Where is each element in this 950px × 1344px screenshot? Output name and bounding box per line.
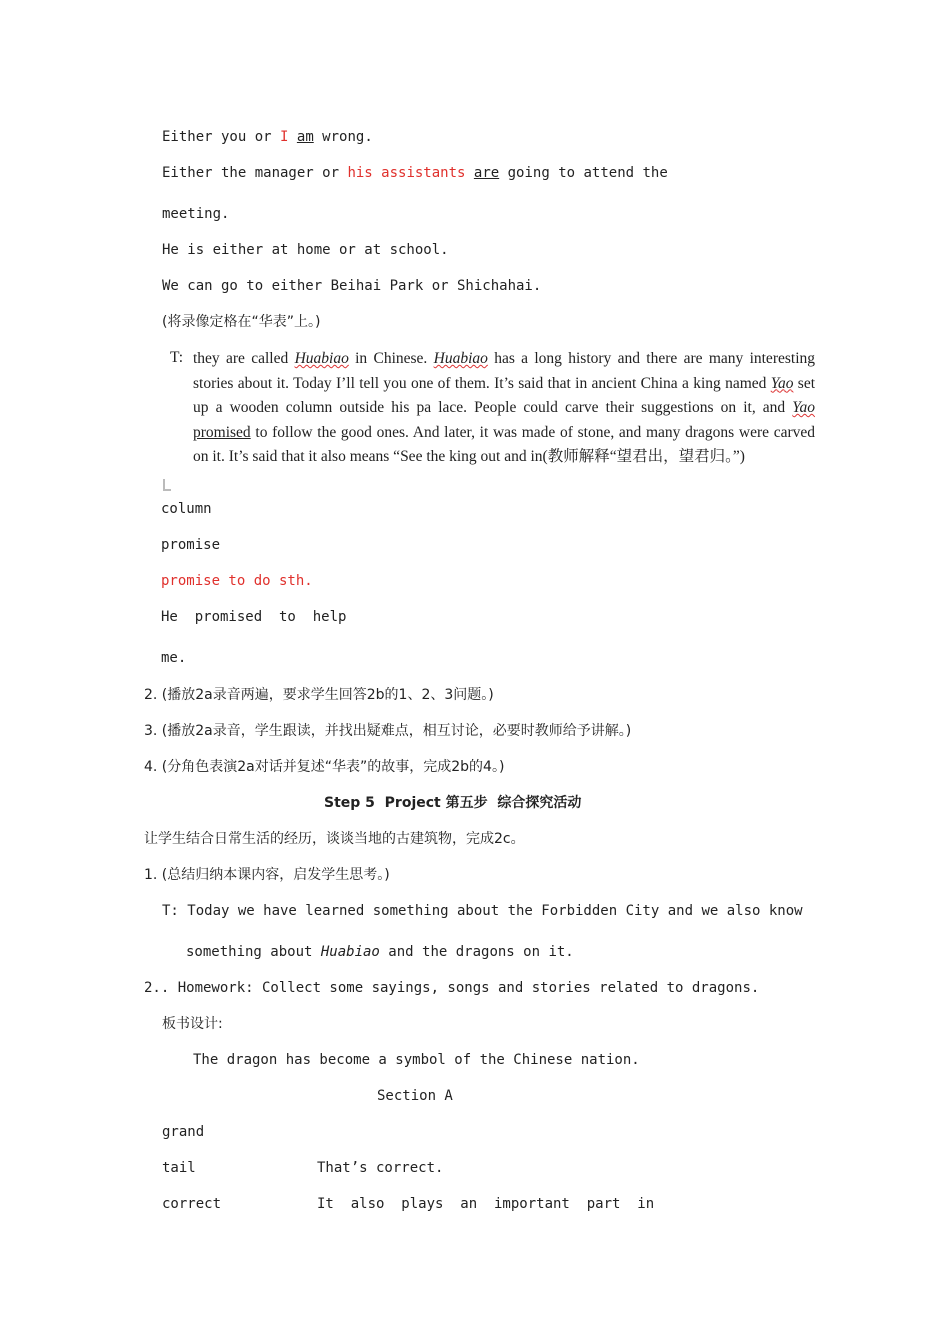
story-text: in Chinese. (348, 350, 434, 367)
homework-line: 2.. Homework: Collect some sayings, songs and stories related to dragons. (144, 980, 760, 996)
board-right-important: It also plays an important part in (317, 1196, 655, 1212)
vocab-column: column (161, 501, 212, 517)
underline-are: are (473, 165, 500, 181)
word-yao: Yao (770, 374, 794, 392)
step5-heading: Step 5 Project 第五步 综合探究活动 (324, 795, 582, 811)
step5-intro: 让学生结合日常生活的经历，谈谈当地的古建筑物，完成2c。 (144, 831, 525, 847)
board-left-grand: grand (162, 1124, 205, 1140)
story-text: they are called (193, 350, 295, 367)
word-huabiao: Huabiao (433, 350, 488, 367)
word-huabiao: Huabiao (294, 350, 349, 367)
story-text: set up a wooden column outside his pa lace. People could carve their suggestions on it, and (193, 374, 816, 417)
text-segment: Either you or (162, 129, 281, 145)
story-text: to follow the good ones. And later, it was made of stone, and many dragons were carved on it. It’s said that it also means “See the king out and in(教师解释“望君出，望君归。”) (193, 423, 815, 466)
text-segment: wrong. (313, 129, 373, 145)
board-left-tail: tail (162, 1160, 196, 1176)
note-freeze-frame: (将录像定格在“华表”上。) (162, 314, 321, 330)
story-text: has a long history and there are many interesting stories about it. Today I’ll tell you one of them. It’s said that in ancient China a king named (193, 350, 816, 392)
text-segment (288, 129, 296, 145)
vocab-example-end: me. (161, 650, 187, 666)
board-left-correct: correct (162, 1196, 222, 1212)
vocab-promise-phrase: promise to do sth. (161, 573, 313, 589)
vocab-promise: promise (161, 537, 221, 553)
example-line-3: meeting. (162, 206, 230, 222)
teacher-label: T: (170, 349, 184, 366)
word-promised: promised (193, 423, 251, 441)
board-line-1: The dragon has become a symbol of the Chinese nation. (193, 1052, 640, 1068)
highlight-i: I (280, 129, 289, 145)
example-line-2 (162, 164, 668, 182)
step-item-3: 3. (播放2a录音，学生跟读，并找出疑难点，相互讨论，必要时教师给予讲解。) (144, 723, 632, 739)
board-section: Section A (377, 1088, 453, 1104)
board-right-correct: That’s correct. (317, 1160, 444, 1176)
underline-am: am (296, 129, 314, 145)
text-segment: Either the manager or (162, 165, 348, 181)
step5-item-1: 1. (总结归纳本课内容，启发学生思考。) (144, 867, 390, 883)
highlight-his-assistants: his assistants (347, 165, 466, 181)
text-segment: going to attend the (499, 165, 668, 181)
step5-teacher-line-1: T: Today we have learned something about the Forbidden City and we also know (162, 903, 803, 919)
text-segment: something about (186, 944, 321, 960)
text-segment: and the dragons on it. (379, 944, 574, 960)
board-title: 板书设计: (162, 1016, 223, 1032)
step-item-4: 4. (分角色表演2a对话并复述“华表”的故事，完成2b的4。) (144, 759, 505, 775)
word-huabiao: Huabiao (320, 944, 380, 960)
step5-teacher-line-2 (186, 943, 574, 961)
example-line-4: He is either at home or at school. (162, 242, 449, 258)
huabiao-story (193, 347, 815, 470)
example-line-1 (162, 128, 373, 146)
word-yao: Yao (792, 399, 815, 417)
example-line-5: We can go to either Beihai Park or Shichahai. (162, 278, 542, 294)
text-segment (465, 165, 473, 181)
paragraph-mark-icon (162, 478, 172, 492)
step-item-2: 2. (播放2a录音两遍，要求学生回答2b的1、2、3问题。) (144, 687, 494, 703)
vocab-example: He promised to help (161, 609, 347, 625)
